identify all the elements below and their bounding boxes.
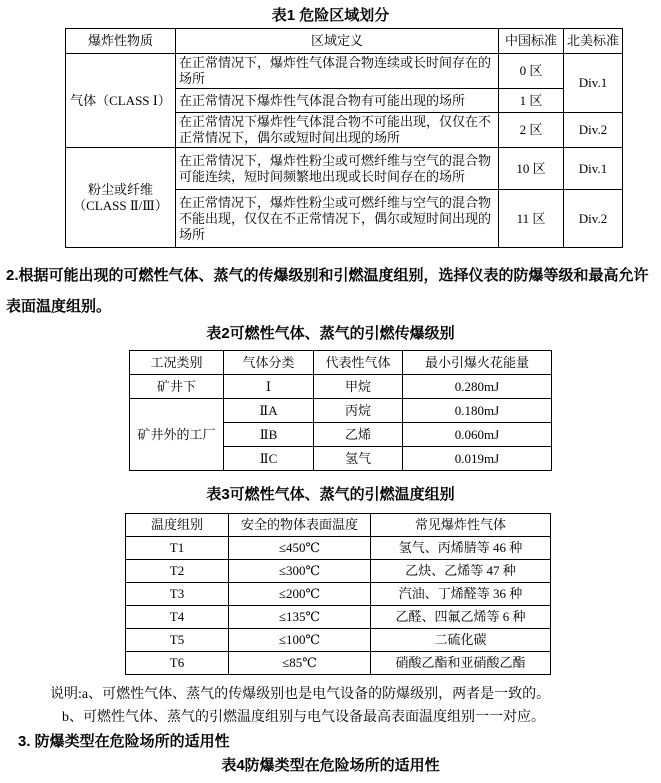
na-standard-cell: Div.2 bbox=[564, 113, 623, 148]
temp-group-cell: T1 bbox=[126, 537, 229, 560]
common-gases-cell: 汽油、丁烯醛等 36 种 bbox=[371, 583, 551, 606]
table2-header-min-energy: 最小引爆火花能量 bbox=[403, 351, 552, 375]
table1-header-substance: 爆炸性物质 bbox=[66, 29, 176, 54]
table3-title: 表3可燃性气体、蒸气的引燃温度组别 bbox=[206, 486, 455, 503]
table1-header-china: 中国标准 bbox=[499, 29, 564, 54]
table-row bbox=[66, 148, 623, 190]
na-standard-cell: Div.1 bbox=[564, 54, 623, 113]
temp-group-cell: T3 bbox=[126, 583, 229, 606]
table1-hazard-zones bbox=[65, 28, 623, 248]
gas-class-cell: ⅡC bbox=[224, 447, 314, 471]
common-gases-cell: 乙炔、乙烯等 47 种 bbox=[371, 560, 551, 583]
table2-ignition-classes bbox=[129, 350, 552, 471]
china-standard-cell: 2 区 bbox=[499, 113, 564, 148]
zone-definition-cell: 在正常情况下，爆炸性气体混合物连续或长时间存在的场所 bbox=[176, 54, 499, 89]
zone-definition-cell: 在正常情况下爆炸性气体混合物不可能出现，仅仅在不正常情况下，偶尔或短时间出现的场所 bbox=[176, 113, 499, 148]
china-standard-cell: 0 区 bbox=[499, 54, 564, 89]
gas-class-cell: ⅡB bbox=[224, 423, 314, 447]
table2-header-row bbox=[130, 351, 552, 375]
table1-title: 表1 危险区域划分 bbox=[271, 7, 390, 24]
table1-header-row bbox=[66, 29, 623, 54]
representative-gas-cell: 甲烷 bbox=[314, 375, 403, 399]
table2-group-mine: 矿井下 bbox=[130, 375, 224, 399]
table1-group-dust: 粉尘或纤维 （CLASS Ⅱ/Ⅲ） bbox=[66, 148, 176, 248]
common-gases-cell: 二硫化碳 bbox=[371, 629, 551, 652]
table-row bbox=[130, 399, 552, 423]
zone-definition-cell: 在正常情况下，爆炸性粉尘或可燃纤维与空气的混合物不能出现，仅仅在不正常情况下，偶尔或短时间出现的场所 bbox=[176, 190, 499, 248]
table4-title: 表4防爆类型在危险场所的适用性 bbox=[221, 757, 440, 774]
section3-heading: 3. 防爆类型在危险场所的适用性 bbox=[18, 733, 230, 750]
table2-header-gas-class: 气体分类 bbox=[224, 351, 314, 375]
note-b: b、可燃性气体、蒸气的引燃温度组别与电气设备最高表面温度组别一一对应。 bbox=[62, 710, 545, 725]
na-standard-cell: Div.1 bbox=[564, 148, 623, 190]
gas-class-cell: Ⅰ bbox=[224, 375, 314, 399]
table3-header-safe-surface-temp: 安全的物体表面温度 bbox=[229, 514, 371, 537]
min-energy-cell: 0.060mJ bbox=[403, 423, 552, 447]
table3-header-temp-group: 温度组别 bbox=[126, 514, 229, 537]
china-standard-cell: 10 区 bbox=[499, 148, 564, 190]
min-energy-cell: 0.280mJ bbox=[403, 375, 552, 399]
table1-header-definition: 区域定义 bbox=[176, 29, 499, 54]
table2-header-representative-gas: 代表性气体 bbox=[314, 351, 403, 375]
table-row bbox=[130, 375, 552, 399]
representative-gas-cell: 乙烯 bbox=[314, 423, 403, 447]
table1-header-north-america: 北美标准 bbox=[564, 29, 623, 54]
section2-paragraph: 2.根据可能出现的可燃性气体、蒸气的传爆级别和引燃温度组别，选择仪表的防爆等级和最高允许表面温度组别。 bbox=[6, 267, 649, 315]
surface-temp-cell: ≤85℃ bbox=[229, 652, 371, 675]
table-row bbox=[126, 629, 551, 652]
table3-header-common-gases: 常见爆炸性气体 bbox=[371, 514, 551, 537]
table-row bbox=[66, 54, 623, 89]
table-row bbox=[126, 606, 551, 629]
surface-temp-cell: ≤135℃ bbox=[229, 606, 371, 629]
representative-gas-cell: 丙烷 bbox=[314, 399, 403, 423]
temp-group-cell: T4 bbox=[126, 606, 229, 629]
temp-group-cell: T5 bbox=[126, 629, 229, 652]
common-gases-cell: 乙醛、四氟乙烯等 6 种 bbox=[371, 606, 551, 629]
min-energy-cell: 0.180mJ bbox=[403, 399, 552, 423]
table2-title: 表2可燃性气体、蒸气的引燃传爆级别 bbox=[206, 325, 455, 342]
china-standard-cell: 1 区 bbox=[499, 89, 564, 113]
zone-definition-cell: 在正常情况下爆炸性气体混合物有可能出现的场所 bbox=[176, 89, 499, 113]
zone-definition-cell: 在正常情况下，爆炸性粉尘或可燃纤维与空气的混合物可能连续，短时间频繁地出现或长时间存在的场所 bbox=[176, 148, 499, 190]
table3-header-row bbox=[126, 514, 551, 537]
table-row bbox=[126, 560, 551, 583]
note-a: 说明:a、可燃性气体、蒸气的传爆级别也是电气设备的防爆级别，两者是一致的。 bbox=[50, 687, 551, 702]
table2-header-condition: 工况类别 bbox=[130, 351, 224, 375]
table1-group-gas: 气体（CLASS Ⅰ） bbox=[66, 54, 176, 148]
representative-gas-cell: 氢气 bbox=[314, 447, 403, 471]
table3-temperature-groups bbox=[125, 513, 551, 675]
table-row bbox=[126, 652, 551, 675]
surface-temp-cell: ≤450℃ bbox=[229, 537, 371, 560]
temp-group-cell: T2 bbox=[126, 560, 229, 583]
na-standard-cell: Div.2 bbox=[564, 190, 623, 248]
china-standard-cell: 11 区 bbox=[499, 190, 564, 248]
surface-temp-cell: ≤100℃ bbox=[229, 629, 371, 652]
common-gases-cell: 硝酸乙酯和亚硝酸乙酯 bbox=[371, 652, 551, 675]
surface-temp-cell: ≤300℃ bbox=[229, 560, 371, 583]
min-energy-cell: 0.019mJ bbox=[403, 447, 552, 471]
temp-group-cell: T6 bbox=[126, 652, 229, 675]
table-row bbox=[126, 537, 551, 560]
table2-group-factory: 矿井外的工厂 bbox=[130, 399, 224, 471]
table-row bbox=[126, 583, 551, 606]
common-gases-cell: 氢气、丙烯腈等 46 种 bbox=[371, 537, 551, 560]
surface-temp-cell: ≤200℃ bbox=[229, 583, 371, 606]
gas-class-cell: ⅡA bbox=[224, 399, 314, 423]
